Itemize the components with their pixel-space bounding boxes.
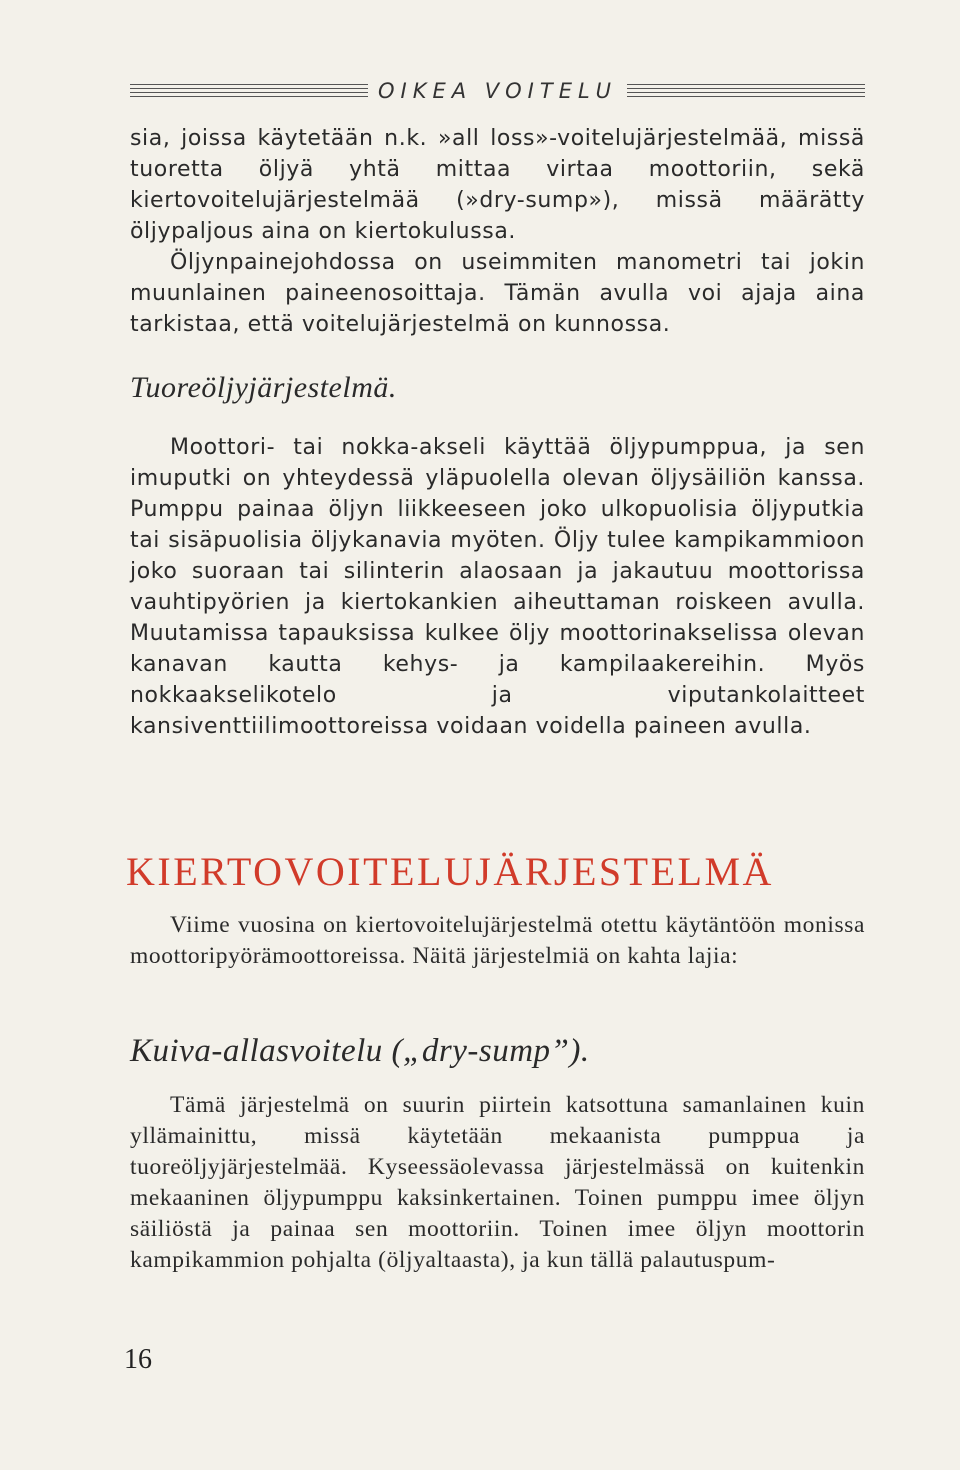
fresh-oil-system-paragraph: Moottori- tai nokka-akseli käyttää öljypumppua, ja sen imuputki on yhteydessä yläpuolella olevan öljysäiliön kanssa. Pumppu painaa öljyn liikkeeseen joko ulkopuolisia öljyputkia tai sisäpuolisia öljykanavia myöten. Öljy tulee kampikammioon joko suoraan tai silinterin alaosaan ja jakautuu moottorissa vauhtipyörien ja kiertokankien aiheuttaman roiskeen avulla. Muutamissa tapauksissa kulkee öljy moottorinakselissa olevan kanavan kautta kehys- ja kampilaakereihin. Myös nokkaakselikotelo ja viputankolaitteet kansiventtiilimoottoreissa voidaan voidella paineen avulla. <box>130 435 865 739</box>
circulation-system-heading: KIERTOVOITELUJÄRJESTELMÄ <box>126 849 774 894</box>
page-number: 16 <box>124 1344 152 1375</box>
manometer-paragraph: Öljynpainejohdossa on useimmiten manometri tai jokin muunlainen paineenosoittaja. Tämän avulla voi ajaja aina tarkistaa, että voitelujärjestelmä on kunnossa. <box>130 250 865 337</box>
running-head-title: OIKEA VOITELU <box>377 79 618 103</box>
dry-sump-paragraph: Tämä järjestelmä on suurin piirtein katsottuna samanlainen kuin yllämainittu, missä käytetään mekaanista pumppua ja tuoreöljyjärjestelmää. Kyseessäolevassa järjestelmässä on kuitenkin mekaaninen öljypumppu kaksinkertainen. Toinen pumppu imee öljyn säiliöstä ja painaa sen moottoriin. Toinen imee öljyn moottorin kampikammion pohjalta (öljyaltaasta), ja kun tällä palautuspum- <box>130 1092 865 1273</box>
dry-sump-heading: Kuiva-allasvoitelu („dry-sump”). <box>130 1033 590 1069</box>
right-ornamental-rule <box>627 84 865 98</box>
circulation-system-paragraph: Viime vuosina on kiertovoitelujärjestelmä otettu käytäntöön monissa moottoripyörämoottoreissa. Näitä järjestelmiä on kahta lajia: <box>130 912 865 969</box>
left-ornamental-rule <box>130 84 368 98</box>
intro-paragraph: sia, joissa käytetään n.k. »all loss»-voitelujärjestelmää, missä tuoretta öljyä yhtä mittaa virtaa moottoriin, sekä kiertovoitelujärjestelmää (»dry-sump»), missä määrätty öljypaljous aina on kiertokulussa. <box>130 126 865 244</box>
running-head <box>130 76 865 106</box>
fresh-oil-system-heading: Tuoreöljyjärjestelmä. <box>130 371 397 404</box>
